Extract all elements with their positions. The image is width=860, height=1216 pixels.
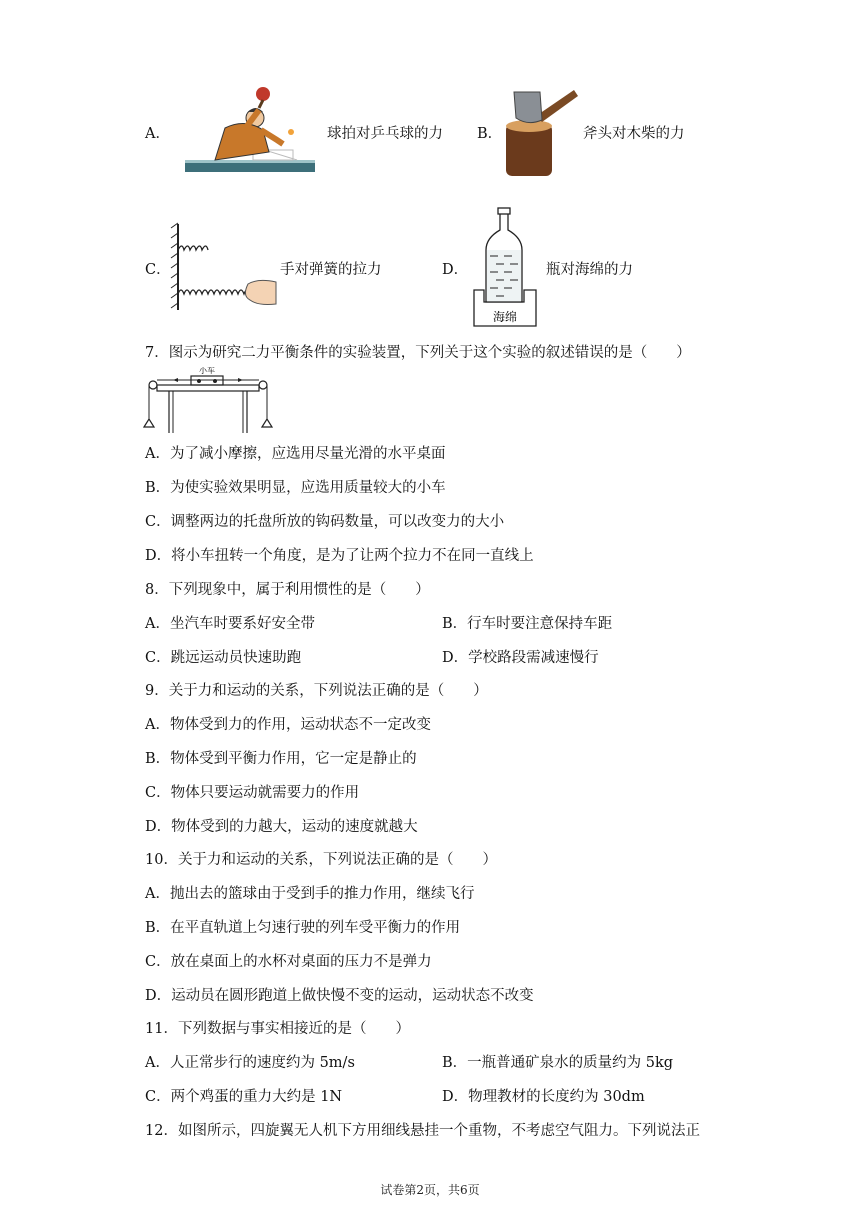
q10-option-a: A．抛出去的篮球由于受到手的推力作用，继续飞行 <box>145 886 475 902</box>
table-tennis-player-figure <box>185 82 317 176</box>
sponge-label: 海绵 <box>492 310 518 324</box>
q11-option-c: C．两个鸡蛋的重力大约是 1N <box>145 1089 343 1105</box>
spring-and-hand-figure <box>168 222 278 312</box>
q11-stem: 11．下列数据与事实相接近的是（ ） <box>145 1021 410 1037</box>
q11-option-d: D．物理教材的长度约为 30dm <box>442 1089 645 1105</box>
q9-option-b: B．物体受到平衡力作用，它一定是静止的 <box>145 751 417 767</box>
option-d-letter: D． <box>442 262 469 278</box>
axe-and-wood-figure <box>500 86 582 180</box>
q8-option-d: D．学校路段需减速慢行 <box>442 650 599 666</box>
q7-option-c: C．调整两边的托盘所放的钩码数量，可以改变力的大小 <box>145 514 505 530</box>
q9-option-c: C．物体只要运动就需要力的作用 <box>145 785 360 801</box>
q10-stem: 10．关于力和运动的关系，下列说法正确的是（ ） <box>145 852 497 868</box>
q9-option-d: D．物体受到的力越大，运动的速度就越大 <box>145 819 418 835</box>
bottle-on-sponge-figure <box>472 206 538 328</box>
q10-option-d: D．运动员在圆形跑道上做快慢不变的运动，运动状态不改变 <box>145 988 534 1004</box>
q9-stem: 9．关于力和运动的关系，下列说法正确的是（ ） <box>145 683 488 699</box>
q7-option-d: D．将小车扭转一个角度，是为了让两个拉力不在同一直线上 <box>145 548 534 564</box>
page-footer: 试卷第2页，共6页 <box>380 1183 480 1197</box>
option-b-letter: B． <box>477 126 503 142</box>
option-a-text: 球拍对乒乓球的力 <box>327 126 443 142</box>
two-force-balance-apparatus-figure <box>143 367 273 435</box>
q8-option-a: A．坐汽车时要系好安全带 <box>145 616 315 632</box>
q8-stem: 8．下列现象中，属于利用惯性的是（ ） <box>145 582 430 598</box>
cart-label: 小车 <box>199 367 215 375</box>
option-d-text: 瓶对海绵的力 <box>546 262 633 278</box>
q9-option-a: A．物体受到力的作用，运动状态不一定改变 <box>145 717 431 733</box>
q7-option-a: A．为了减小摩擦，应选用尽量光滑的水平桌面 <box>145 446 446 462</box>
q10-option-c: C．放在桌面上的水杯对桌面的压力不是弹力 <box>145 954 432 970</box>
q8-option-b: B．行车时要注意保持车距 <box>442 616 613 632</box>
q7-stem: 7．图示为研究二力平衡条件的实验装置，下列关于这个实验的叙述错误的是（ ） <box>145 345 691 361</box>
option-b-text: 斧头对木柴的力 <box>583 126 685 142</box>
q7-option-b: B．为使实验效果明显，应选用质量较大的小车 <box>145 480 446 496</box>
option-c-text: 手对弹簧的拉力 <box>280 262 382 278</box>
q11-option-a: A．人正常步行的速度约为 5m/s <box>145 1055 355 1071</box>
q12-stem: 12．如图所示，四旋翼无人机下方用细线悬挂一个重物，不考虑空气阻力。下列说法正 <box>145 1123 700 1139</box>
q10-option-b: B．在平直轨道上匀速行驶的列车受平衡力的作用 <box>145 920 461 936</box>
q11-option-b: B．一瓶普通矿泉水的质量约为 5kg <box>442 1055 674 1071</box>
q8-option-c: C．跳远运动员快速助跑 <box>145 650 302 666</box>
option-a-letter: A． <box>145 126 170 142</box>
option-c-letter: C． <box>145 262 171 278</box>
